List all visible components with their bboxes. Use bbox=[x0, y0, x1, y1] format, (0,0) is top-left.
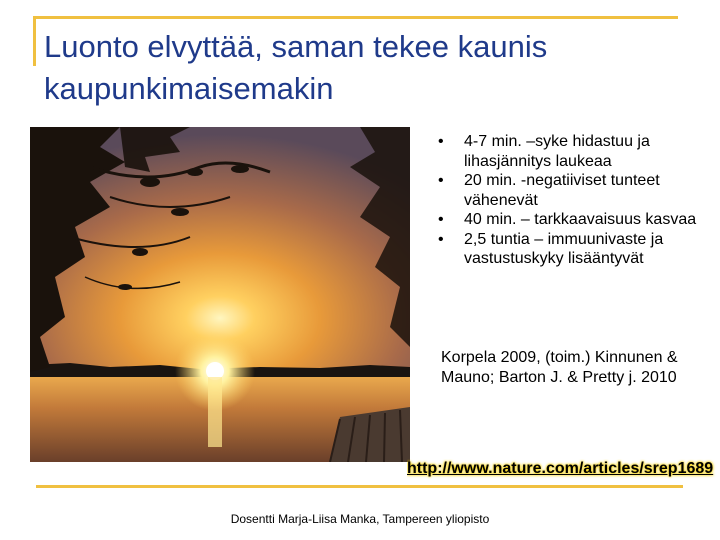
footer-divider-line bbox=[36, 485, 683, 488]
title-frame-top-line bbox=[33, 16, 678, 19]
list-item: • 4-7 min. –syke hidastuu ja lihasjännitys laukeaa bbox=[437, 132, 707, 171]
title-line-2: kaupunkimaisemakin bbox=[44, 71, 334, 106]
title-line-1: Luonto elvyttää, saman tekee kaunis bbox=[44, 29, 548, 64]
title-frame-left-line bbox=[33, 16, 36, 66]
list-item: • 20 min. -negatiiviset tunteet vähenevät bbox=[437, 171, 707, 210]
reference-text: Korpela 2009, (toim.) Kinnunen & Mauno; Barton J. & Pretty j. 2010 bbox=[441, 349, 678, 386]
sunset-lake-photo bbox=[30, 127, 410, 462]
list-item: • 40 min. – tarkkaavaisuus kasvaa bbox=[437, 210, 707, 230]
nature-article-link[interactable]: http://www.nature.com/articles/srep1689 bbox=[407, 460, 714, 477]
footer-credit: Dosentti Marja-Liisa Manka, Tampereen yliopisto bbox=[230, 512, 490, 526]
slide-title bbox=[44, 26, 704, 110]
effects-bullet-list bbox=[437, 132, 707, 269]
list-item: • 2,5 tuntia – immuunivaste ja vastustuskyky lisääntyvät bbox=[437, 230, 707, 269]
